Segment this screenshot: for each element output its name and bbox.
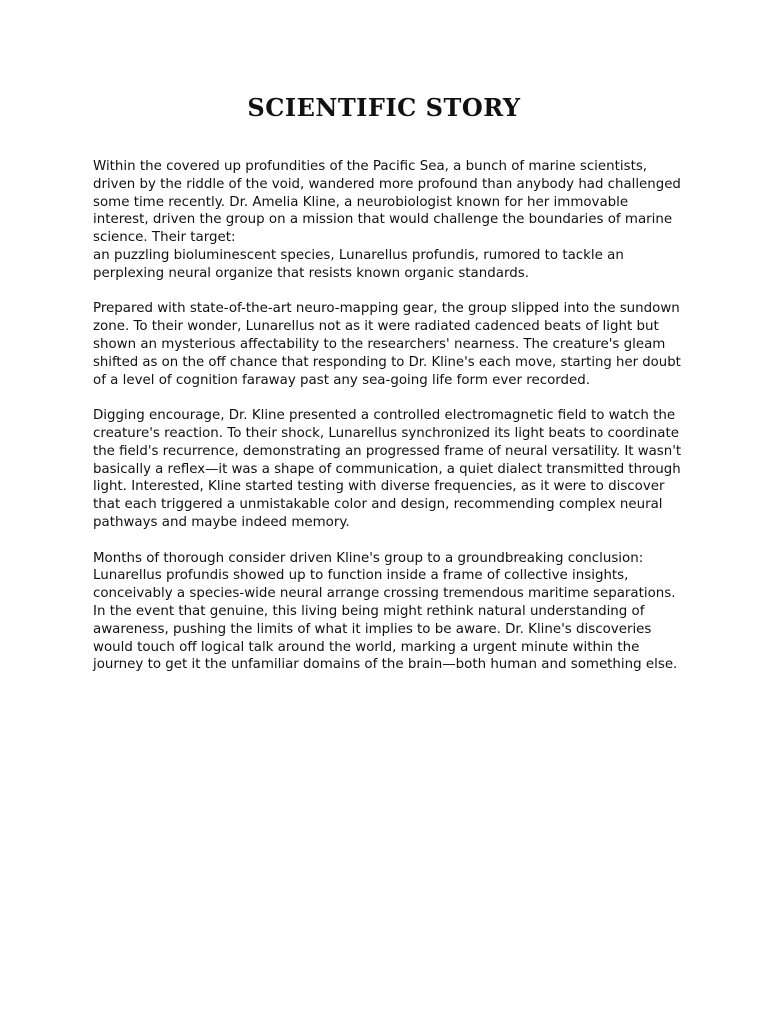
text-line: that each triggered a unmistakable color and design, recommending complex neural xyxy=(93,497,663,513)
text-line: an puzzling bioluminescent species, Lunarellus profundis, rumored to tackle an xyxy=(93,247,624,263)
document-body xyxy=(93,158,681,692)
text-line: the field's recurrence, demonstrating an progressed frame of neural versatility. It wasn't xyxy=(93,443,682,459)
text-line: shifted as on the off chance that responding to Dr. Kline's each move, starting her doubt xyxy=(93,354,681,370)
text-line: science. Their target: xyxy=(93,230,236,246)
text-line: Within the covered up profundities of the Pacific Sea, a bunch of marine scientists, xyxy=(93,159,648,174)
text-line: light. Interested, Kline started testing with diverse frequencies, as it were to discover xyxy=(93,479,665,495)
text-line: Prepared with state-of-the-art neuro-mapping gear, the group slipped into the sundown xyxy=(93,301,680,317)
text-line: conceivably a species-wide neural arrange crossing tremendous maritime separations. xyxy=(93,586,676,602)
text-line: zone. To their wonder, Lunarellus not as it were radiated cadenced beats of light but xyxy=(93,319,659,335)
text-line: journey to get it the unfamiliar domains of the brain—both human and something else. xyxy=(93,657,678,673)
text-line: Months of thorough consider driven Kline's group to a groundbreaking conclusion: xyxy=(93,550,644,566)
paragraph-1 xyxy=(93,158,681,283)
text-line: would touch off logical talk around the world, marking a urgent minute within the xyxy=(93,639,640,655)
text-line: some time recently. Dr. Amelia Kline, a neurobiologist known for her immovable xyxy=(93,194,629,210)
text-line: awareness, pushing the limits of what it implies to be aware. Dr. Kline's discoveries xyxy=(93,621,652,637)
document-title: SCIENTIFIC STORY xyxy=(247,93,521,122)
paragraph-4 xyxy=(93,550,681,675)
paragraph-2 xyxy=(93,300,681,389)
paragraph-3 xyxy=(93,407,681,532)
text-line: pathways and maybe indeed memory. xyxy=(93,514,350,530)
text-line: perplexing neural organize that resists known organic standards. xyxy=(93,265,529,281)
text-line: creature's reaction. To their shock, Lunarellus synchronized its light beats to coordinate xyxy=(93,425,679,441)
text-line: Digging encourage, Dr. Kline presented a controlled electromagnetic field to watch the xyxy=(93,408,676,424)
text-line: basically a reflex—it was a shape of communication, a quiet dialect transmitted through xyxy=(93,461,681,477)
text-line: driven by the riddle of the void, wandered more profound than anybody had challenged xyxy=(93,176,681,192)
text-line: of a level of cognition faraway past any sea-going life form ever recorded. xyxy=(93,372,591,388)
text-line: shown an mysterious affectability to the researchers' nearness. The creature's gleam xyxy=(93,336,666,352)
text-line: interest, driven the group on a mission that would challenge the boundaries of marine xyxy=(93,212,673,228)
text-line: In the event that genuine, this living being might rethink natural understanding of xyxy=(93,603,645,619)
text-line: Lunarellus profundis showed up to function inside a frame of collective insights, xyxy=(93,568,629,584)
